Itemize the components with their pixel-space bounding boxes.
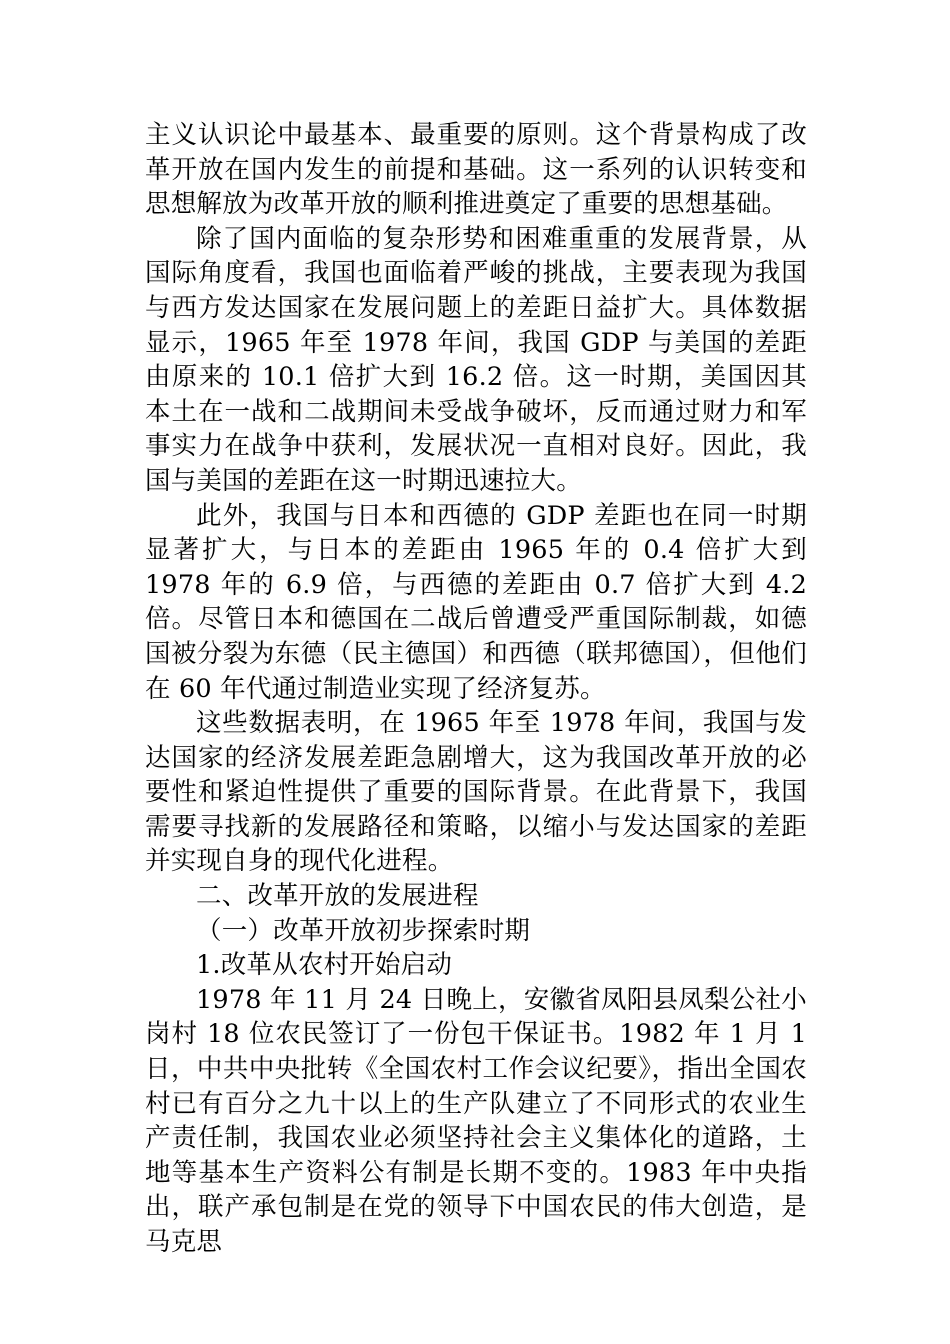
- section-heading: 二、改革开放的发展进程: [196, 881, 479, 912]
- document-page: [145, 118, 807, 1260]
- body-paragraph: 1978 年 11 月 24 日晚上，安徽省凤阳县凤梨公社小岗村 18 位农民签订了一份包干保证书。1982 年 1 月 1 日，中共中央批转《全国农村工作会议纪要》，指出全国农村已有百分之九十以上的生产队建立了不同形式的农业生产责任制，我国农业必须坚持社会主义集体化的道路，土地等基本生产资料公有制是长期不变的。1983 年中央指出，联产承包制是在党的领导下中国农民的伟大创造，是马克思: [145, 984, 807, 1257]
- body-paragraph: 除了国内面临的复杂形势和困难重重的发展背景，从国际角度看，我国也面临着严峻的挑战，主要表现为我国与西方发达国家在发展问题上的差距日益扩大。具体数据显示，1965 年至 1978 年间，我国 GDP 与美国的差距由原来的 10.1 倍扩大到 16.2 倍。这一时期，美国因其本土在一战和二战期间未受战争破坏，反而通过财力和军事实力在战争中获利，发展状况一直相对良好。因此，我国与美国的差距在这一时期迅速拉大。: [145, 223, 807, 496]
- body-paragraph: 主义认识论中最基本、最重要的原则。这个背景构成了改革开放在国内发生的前提和基础。这一系列的认识转变和思想解放为改革开放的顺利推进奠定了重要的思想基础。: [145, 120, 807, 220]
- body-paragraph: 这些数据表明，在 1965 年至 1978 年间，我国与发达国家的经济发展差距急剧增大，这为我国改革开放的必要性和紧迫性提供了重要的国际背景。在此背景下，我国需要寻找新的发展路径和策略，以缩小与发达国家的差距并实现自身的现代化进程。: [145, 708, 807, 877]
- subsection-heading: （一）改革开放初步探索时期: [196, 915, 531, 946]
- subsubsection-heading: 1.改革从农村开始启动: [196, 950, 453, 981]
- body-paragraph: 此外，我国与日本和西德的 GDP 差距也在同一时期显著扩大，与日本的差距由 1965 年的 0.4 倍扩大到 1978 年的 6.9 倍，与西德的差距由 0.7 倍扩大到 4.2 倍。尽管日本和德国在二战后曾遭受严重国际制裁，如德国被分裂为东德（民主德国）和西德（联邦德国），但他们在 60 年代通过制造业实现了经济复苏。: [145, 500, 807, 704]
